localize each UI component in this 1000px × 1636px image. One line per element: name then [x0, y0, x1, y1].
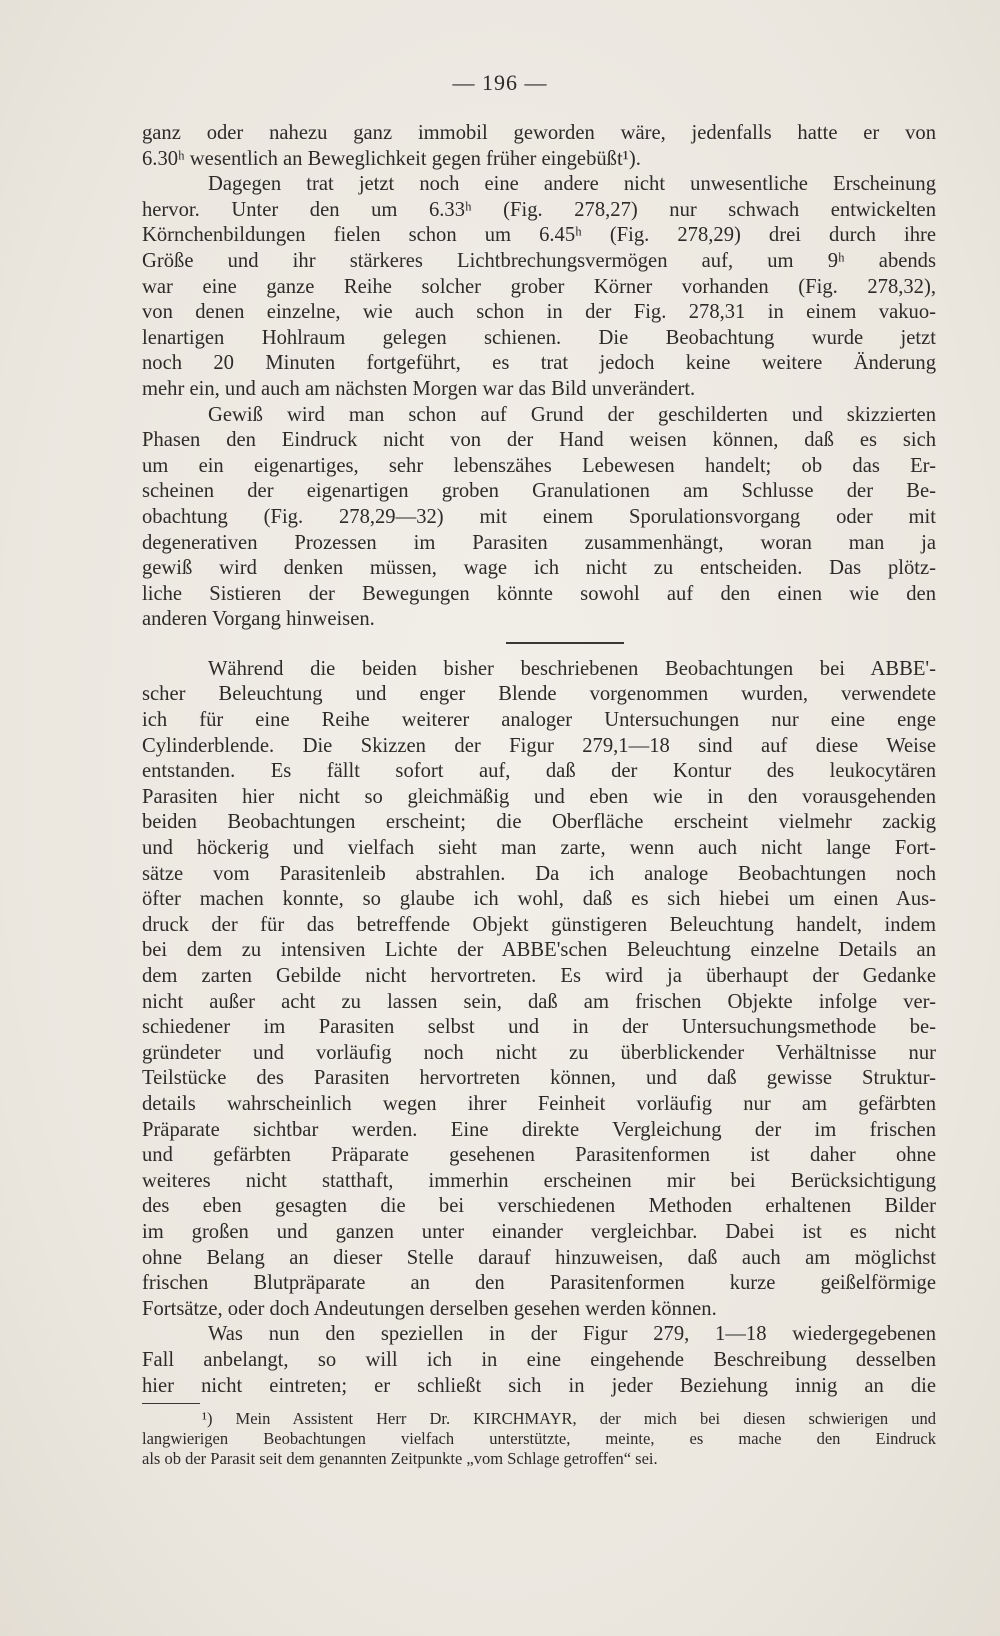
text-line: bei dem zu intensiven Lichte der ABBE'schen Beleuchtung einzelne Details an — [142, 939, 936, 962]
text-line: des eben gesagten die bei verschiedenen Methoden erhaltenen Bilder — [142, 1195, 936, 1218]
text-line: 6.30ʰ wesentlich an Beweglichkeit gegen früher eingebüßt¹). — [142, 147, 641, 170]
text-line: beiden Beobachtungen erscheint; die Oberfläche erscheint vielmehr zackig — [142, 811, 936, 834]
text-line: anderen Vorgang hinweisen. — [142, 608, 375, 631]
text-line: öfter machen konnte, so glaube ich wohl, daß es sich hiebei um einen Aus- — [142, 888, 936, 911]
text-line: Dagegen trat jetzt noch eine andere nicht unwesentliche Erscheinung — [208, 173, 936, 196]
text-line: scher Beleuchtung und enger Blende vorgenommen wurden, verwendete — [142, 683, 936, 706]
text-line: ganz oder nahezu ganz immobil geworden wäre, jedenfalls hatte er von — [142, 122, 936, 144]
footnote-line: ¹) Mein Assistent Herr Dr. KIRCHMAYR, der mich bei diesen schwierigen und — [202, 1409, 936, 1429]
text-line: hier nicht eintreten; er schließt sich in jeder Beziehung innig an die — [142, 1374, 936, 1397]
text-line: Während die beiden bisher beschriebenen Beobachtungen bei ABBE'- — [208, 657, 936, 680]
text-line: details wahrscheinlich wegen ihrer Feinheit vorläufig nur am gefärbten — [142, 1092, 936, 1115]
text-line: Phasen den Eindruck nicht von der Hand weisen können, daß es sich — [142, 429, 936, 452]
text-line: degenerativen Prozessen im Parasiten zusammenhängt, woran man ja — [142, 531, 936, 554]
text-line: druck der für das betreffende Objekt günstigeren Beleuchtung handelt, indem — [142, 913, 936, 936]
text-line: obachtung (Fig. 278,29—32) mit einem Sporulationsvorgang oder mit — [142, 505, 936, 528]
text-line: Fall anbelangt, so will ich in eine eingehende Beschreibung desselben — [142, 1348, 936, 1371]
footnote-line: langwierigen Beobachtungen vielfach unterstützte, meinte, es mache den Eindruck — [142, 1429, 936, 1449]
text-line: Körnchenbildungen fielen schon um 6.45ʰ (Fig. 278,29) drei durch ihre — [142, 224, 936, 247]
footnote — [142, 1409, 936, 1469]
text-line: noch 20 Minuten fortgeführt, es trat jedoch keine weitere Änderung — [142, 352, 936, 375]
text-line: Fortsätze, oder doch Andeutungen derselben gesehen werden können. — [142, 1297, 717, 1320]
text-line: von denen einzelne, wie auch schon in der Fig. 278,31 in einem vakuo- — [142, 301, 936, 324]
text-line: ohne Belang an dieser Stelle darauf hinzuweisen, daß auch am möglichst — [142, 1246, 936, 1269]
text-line: dem zarten Gebilde nicht hervortreten. Es wird ja überhaupt der Gedanke — [142, 965, 936, 987]
text-line: Parasiten hier nicht so gleichmäßig und eben wie in den vorausgehenden — [142, 785, 936, 808]
text-line: liche Sistieren der Bewegungen könnte sowohl auf den einen wie den — [142, 582, 936, 605]
section-divider — [142, 633, 936, 657]
paragraph-1 — [142, 121, 936, 172]
text-line: Präparate sichtbar werden. Eine direkte Vergleichung der im frischen — [142, 1118, 936, 1141]
text-line: scheinen der eigenartigen groben Granulationen am Schlusse der Be- — [142, 480, 936, 503]
text-line: um ein eigenartiges, sehr lebenszähes Lebewesen handelt; ob das Er- — [142, 454, 936, 477]
text-line: nicht außer acht zu lassen sein, daß am frischen Objekte infolge ver- — [142, 990, 936, 1013]
text-line: Teilstücke des Parasiten hervortreten können, und daß gewisse Struktur- — [142, 1067, 936, 1090]
text-line: schiedener im Parasiten selbst und in der Untersuchungsmethode be- — [142, 1016, 936, 1039]
text-line: war eine ganze Reihe solcher grober Körner vorhanden (Fig. 278,32), — [142, 275, 936, 298]
page-number: — 196 — — [452, 70, 548, 95]
text-line: frischen Blutpräparate an den Parasitenformen kurze geißelförmige — [142, 1272, 936, 1295]
text-line: gründeter und vorläufig noch nicht zu überblickender Verhältnisse nur — [142, 1041, 936, 1064]
text-line: mehr ein, und auch am nächsten Morgen war das Bild unverändert. — [142, 377, 696, 400]
text-line: Gewiß wird man schon auf Grund der geschilderten und skizzierten — [208, 403, 936, 426]
text-line: Cylinderblende. Die Skizzen der Figur 279,1—18 sind auf diese Weise — [142, 734, 936, 757]
paragraph-2 — [142, 172, 936, 402]
footnote-rule — [142, 1399, 936, 1409]
paragraph-4 — [142, 657, 936, 1322]
footnote-line: als ob der Parasit seit dem genannten Zeitpunkte „vom Schlage getroffen“ sei. — [142, 1449, 658, 1469]
text-line: Was nun den speziellen in der Figur 279, 1—18 wiedergegebenen — [208, 1323, 936, 1346]
paragraph-5 — [142, 1322, 936, 1399]
body-text — [142, 121, 936, 1469]
text-line: Größe und ihr stärkeres Lichtbrechungsvermögen auf, um 9ʰ abends — [142, 249, 936, 272]
text-line: im großen und ganzen unter einander vergleichbar. Dabei ist es nicht — [142, 1220, 936, 1243]
text-line: entstanden. Es fällt sofort auf, daß der Kontur des leukocytären — [142, 760, 936, 783]
text-line: lenartigen Hohlraum gelegen schienen. Die Beobachtung wurde jetzt — [142, 326, 936, 349]
text-line: und gefärbten Präparate gesehenen Parasitenformen ist daher ohne — [142, 1144, 936, 1167]
text-line: ich für eine Reihe weiterer analoger Untersuchungen nur eine enge — [142, 709, 936, 732]
text-line: hervor. Unter den um 6.33ʰ (Fig. 278,27) nur schwach entwickelten — [142, 198, 936, 221]
text-line: weiteres nicht statthaft, immerhin erscheinen mir bei Berücksichtigung — [142, 1169, 936, 1192]
text-line: und höckerig und vielfach sieht man zarte, wenn auch nicht lange Fort- — [142, 837, 936, 860]
text-line: gewiß wird denken müssen, wage ich nicht zu entscheiden. Das plötz- — [142, 557, 936, 580]
text-line: sätze vom Parasitenleib abstrahlen. Da ich analoge Beobachtungen noch — [142, 862, 936, 885]
paragraph-3 — [142, 403, 936, 633]
